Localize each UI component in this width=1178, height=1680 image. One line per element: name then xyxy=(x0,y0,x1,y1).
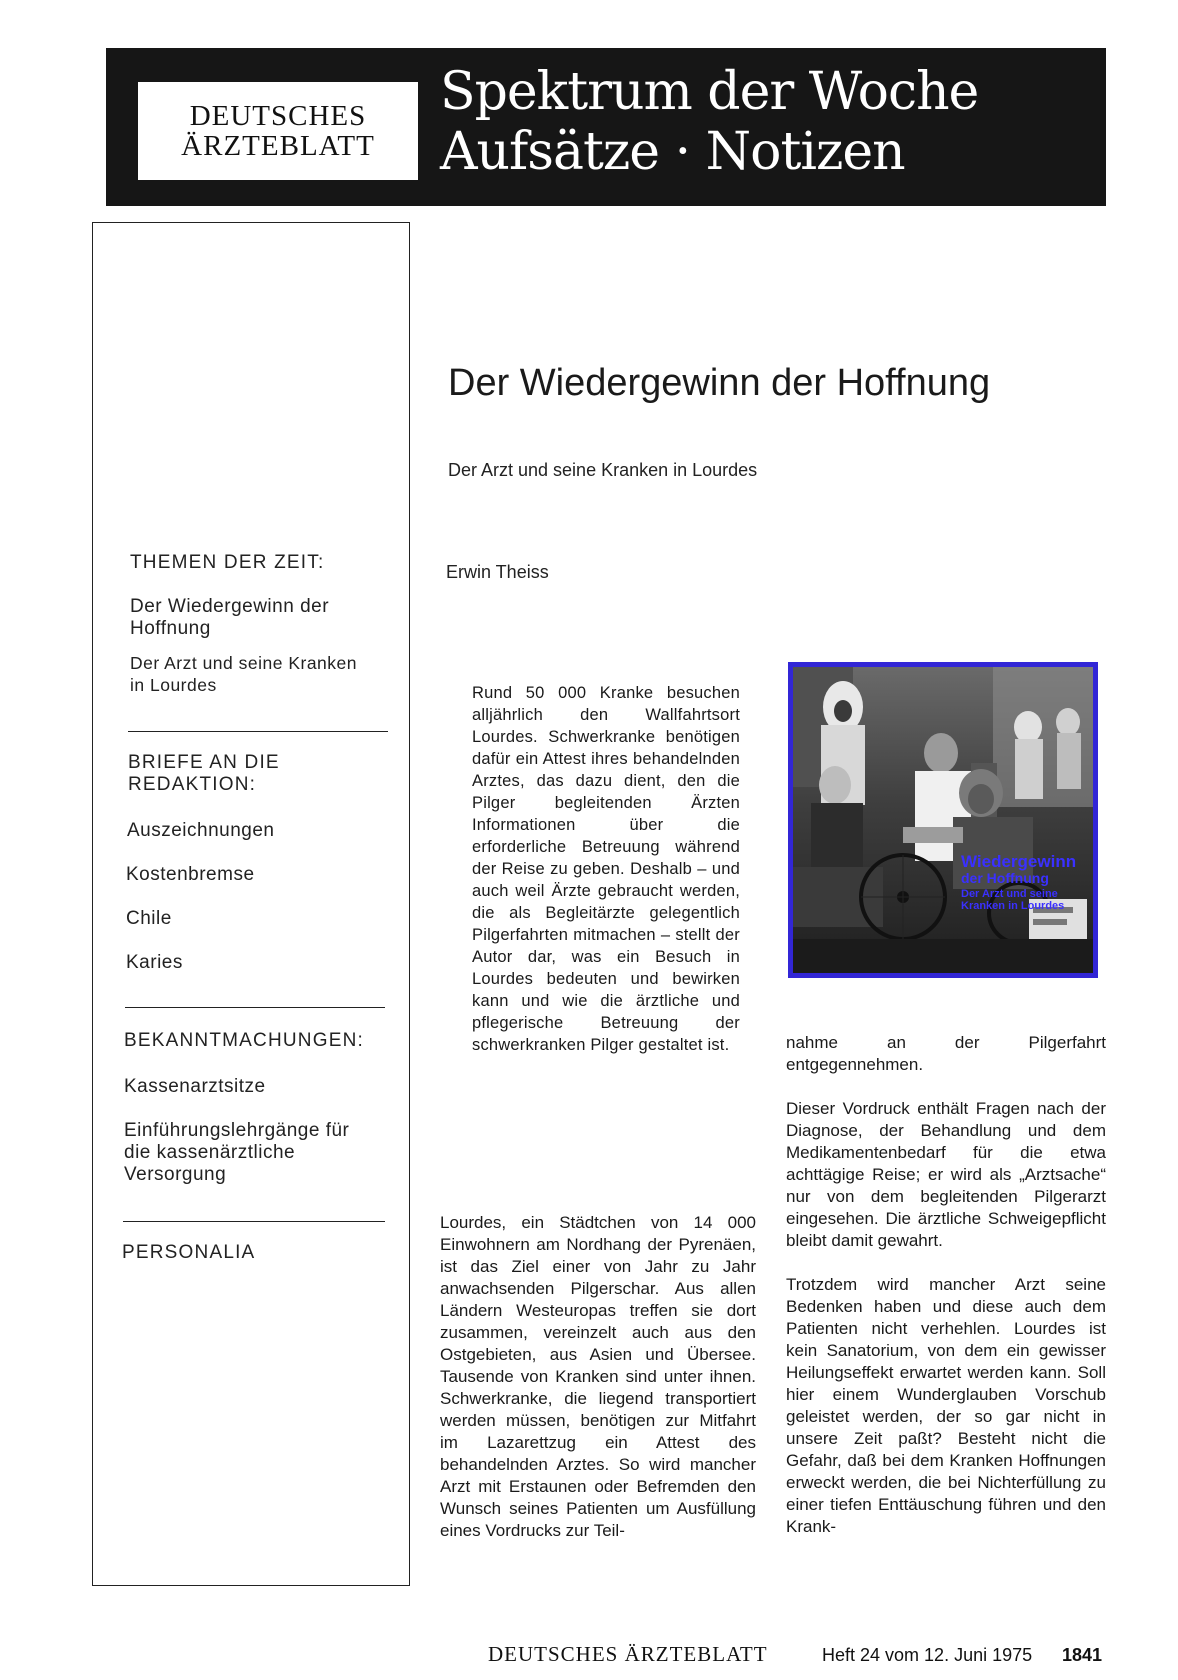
toc-item[interactable]: Kostenbremse xyxy=(126,864,255,885)
toc-divider xyxy=(123,1221,385,1222)
article-author: Erwin Theiss xyxy=(446,562,549,582)
photo-caption-line-3: Der Arzt und seine xyxy=(961,888,1058,900)
body-paragraph: Dieser Vordruck enthält Fragen nach der Diagnose, der Behandlung und dem Medikamentenbedarf für die etwa achttägige Reise; er wird als „Arztsache“ nur von dem begleitenden Pilgerarzt eingesehen. Die ärztliche Schweigepflicht bleibt damit gewahrt. xyxy=(786,1099,1106,1250)
article-subtitle: Der Arzt und seine Kranken in Lourdes xyxy=(448,460,758,480)
toc-item[interactable]: Auszeichnungen xyxy=(127,820,275,841)
toc-divider xyxy=(128,731,388,732)
toc-item[interactable]: Chile xyxy=(126,908,172,929)
pilgrims-photo-illustration xyxy=(793,667,1093,973)
toc-item[interactable]: Der Wiedergewinn der Hoffnung xyxy=(130,596,330,639)
logo-line-2: ÄRZTEBLATT xyxy=(181,130,375,162)
lead-paragraph: Rund 50 000 Kranke besuchen alljährlich den Wallfahrtsort Lourdes. Schwerkranke benötigen dafür ein Attest ihres behandelnden Arztes, das dazu dient, den die Pilger begleitenden Ärzten Informationen über die erforderliche Betreuung während der Reise zu geben. Deshalb – und auch weil Ärzte gebraucht werden, die als Begleitärzte gelegentlich Pilgerfahrten mitmachen – stellt der Autor dar, was ein Besuch in Lourdes bedeuten und bewirken kann und wie die ärztliche und pflegerische Betreuung der schwerkranken Pilger gestaltet ist. xyxy=(472,684,740,1054)
article-column-2 xyxy=(786,1032,1106,1538)
section-title-line-1: Spektrum der Woche xyxy=(440,62,979,122)
toc-heading-personalia[interactable]: PERSONALIA xyxy=(122,1242,256,1263)
table-of-contents-box xyxy=(92,222,410,1586)
toc-item[interactable]: Karies xyxy=(126,952,183,973)
article-lead xyxy=(472,682,740,1056)
toc-item[interactable]: Einführungslehrgänge für die kassenärztliche Versorgung xyxy=(124,1120,350,1185)
footer-journal-name: DEUTSCHES ÄRZTEBLATT xyxy=(488,1642,768,1666)
toc-divider xyxy=(125,1007,385,1008)
article-photo xyxy=(788,662,1098,978)
body-paragraph: nahme an der Pilgerfahrt entgegennehmen. xyxy=(786,1033,1106,1074)
journal-logo xyxy=(138,82,418,180)
article-title: Der Wiedergewinn der Hoffnung xyxy=(448,362,991,404)
toc-item[interactable]: Kassenarztsitze xyxy=(124,1076,266,1097)
article-column-1 xyxy=(440,1212,756,1542)
photo-caption-line-1: Wiedergewinn xyxy=(961,852,1077,871)
photo-caption-line-4: Kranken in Lourdes xyxy=(961,900,1065,912)
section-title-line-2: Aufsätze · Notizen xyxy=(440,122,905,182)
body-paragraph: Trotzdem wird mancher Arzt seine Bedenken haben und diese auch dem Patienten nicht verhehlen. Lourdes ist kein Sanatorium, von dem ein gewisser Heilungseffekt erwartet werden kann. Soll hier einem Wunderglauben Vorschub geleistet werden, der so gar nicht in unsere Zeit paßt? Besteht nicht die Gefahr, daß bei dem Kranken Hoffnungen erweckt werden, die bei Nichterfüllung zu einer tiefen Enttäuschung führen und den Krank- xyxy=(786,1275,1106,1536)
toc-item[interactable]: Der Arzt und seine Kranken in Lourdes xyxy=(130,653,358,695)
logo-line-1: DEUTSCHES xyxy=(189,100,367,132)
page-number: 1841 xyxy=(1062,1645,1103,1665)
body-paragraph: Lourdes, ein Städtchen von 14 000 Einwohnern am Nordhang der Pyrenäen, ist das Ziel einer von Jahr zu Jahr anwachsenden Pilgerschar. Aus allen Ländern Westeuropas treffen sie dort zusammen, vereinzelt auch aus den Ostgebieten, aus Asien und Übersee. Tausende von Kranken sind unter ihnen. Schwerkranke, die liegend transportiert werden müssen, benötigen zur Mitfahrt im Lazarettzug ein Attest des behandelnden Arztes. So wird mancher Arzt mit Erstaunen oder Befremden den Wunsch seines Patienten um Ausfüllung eines Vordrucks zur Teil- xyxy=(440,1213,756,1540)
toc-heading-briefe: BRIEFE AN DIE REDAKTION: xyxy=(128,752,280,795)
photo-caption-line-2: der Hoffnung xyxy=(961,870,1049,886)
footer-issue-info: Heft 24 vom 12. Juni 1975 xyxy=(822,1645,1033,1665)
toc-heading-bekanntmachungen: BEKANNTMACHUNGEN: xyxy=(124,1030,364,1051)
toc-heading-themen: THEMEN DER ZEIT: xyxy=(130,552,325,573)
